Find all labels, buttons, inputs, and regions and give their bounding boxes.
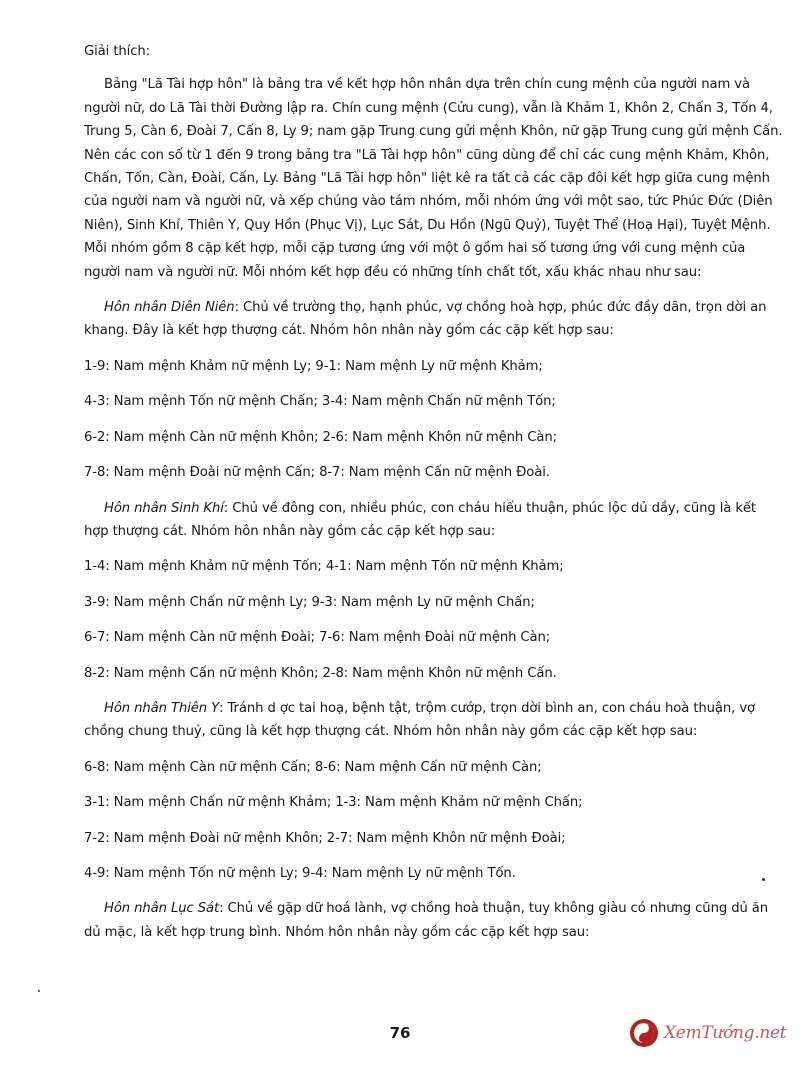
pair-line: 6-8: Nam mệnh Càn nữ mệnh Cấn; 8-6: Nam mệnh Cấn nữ mệnh Càn; <box>84 759 542 775</box>
section-desc: : Chủ về đông con, nhiều phúc, con cháu hiếu thuận, phúc lộc dủ dầy, cũng là kết hợp thượng cát. Nhóm hôn nhân này gồm các cặp kết hợp sau: <box>84 500 757 539</box>
section-desc: : Chủ về trường thọ, hạnh phúc, vợ chồng hoà hợp, phúc đức đầy dãn, trọn dời an khang. Đây là kết hợp thượng cát. Nhóm hôn nhân này gồm các cặp kết hợp sau: <box>84 300 767 339</box>
scan-speck <box>762 878 765 881</box>
pair-line: 3-9: Nam mệnh Chấn nữ mệnh Ly; 9-3: Nam mệnh Ly nữ mệnh Chấn; <box>84 594 535 610</box>
pair-line: 6-7: Nam mệnh Càn nữ mệnh Đoài; 7-6: Nam mệnh Đoài nữ mệnh Càn; <box>84 630 551 646</box>
pair-line: 8-2: Nam mệnh Cấn nữ mệnh Khôn; 2-8: Nam mệnh Khôn nữ mệnh Cấn. <box>84 665 557 681</box>
watermark-text: XemTướng.net <box>664 1023 787 1043</box>
section-desc: : Chủ về gặp dữ hoá lành, vợ chồng hoà thuận, tuy không giàu có nhưng cũng dủ ăn dủ mặc, là kết hợp trung bình. Nhóm hôn nhân này gồm các cặp kết hợp sau: <box>84 901 769 940</box>
pair-line: 1-4: Nam mệnh Khảm nữ mệnh Tốn; 4-1: Nam mệnh Tốn nữ mệnh Khảm; <box>84 559 564 575</box>
section-paragraph <box>84 897 784 944</box>
watermark-logo <box>630 1013 795 1053</box>
heading: Giải thích: <box>84 44 150 59</box>
scan-speck <box>38 990 40 992</box>
pair-line: 6-2: Nam mệnh Càn nữ mệnh Khôn; 2-6: Nam mệnh Khôn nữ mệnh Càn; <box>84 429 557 445</box>
pair-line: 7-2: Nam mệnh Đoài nữ mệnh Khôn; 2-7: Nam mệnh Khôn nữ mệnh Đoài; <box>84 830 566 846</box>
section-title: Hôn nhân Diên Niên <box>104 300 235 316</box>
section-paragraph <box>84 697 784 744</box>
section-paragraph <box>84 296 784 343</box>
section-paragraph <box>84 497 784 544</box>
pair-line: 4-3: Nam mệnh Tốn nữ mệnh Chấn; 3-4: Nam mệnh Chấn nữ mệnh Tốn; <box>84 394 556 410</box>
pair-line: 7-8: Nam mệnh Đoài nữ mệnh Cấn; 8-7: Nam mệnh Cấn nữ mệnh Đoài. <box>84 465 550 481</box>
section-title: Hôn nhân Lục Sát <box>104 901 220 917</box>
intro-paragraph: Bảng "Lã Tài hợp hôn" là bảng tra về kết hợp hôn nhân dựa trên chín cung mệnh của người nam và người nữ, do Lã Tài thời Đường lập ra. Chín cung mệnh (Cửu cung), vẫn là Khảm 1, Khôn 2, Chấn 3, Tốn 4, Trung 5, Càn 6, Đoài 7, Cấn 8, Ly 9; nam gặp Trung cung gửi mệnh Khôn, nữ gặp Trung cung gửi mệnh Cấn. Nên các con số từ 1 đến 9 trong bảng tra "Lã Tài hợp hôn" cũng dùng để chỉ các cung mệnh Khảm, Khôn, Chấn, Tốn, Càn, Đoài, Cấn, Ly. Bảng "Lã Tài hợp hôn" liệt kê ra tất cả các cặp đôi kết hợp giữa cung mệnh của người nam và người nữ, và xếp chúng vào tám nhóm, mỗi nhóm ứng với một sao, tức Phúc Đức (Diên Niên), Sinh Khí, Thiên Y, Quy Hồn (Phục Vị), Lục Sát, Du Hồn (Ngũ Quỷ), Tuyệt Thể (Hoạ Hại), Tuyệt Mệnh. Mỗi nhóm gồm 8 cặp kết hợp, mỗi cặp tương ứng với một ô gồm hai số tương ứng với cung mệnh của người nam và người nữ. Mỗi nhóm kết hợp đều có những tính chất tốt, xấu khác nhau như sau: <box>84 77 783 280</box>
section-title: Hôn nhân Thiên Y <box>104 700 220 716</box>
pair-line: 1-9: Nam mệnh Khảm nữ mệnh Ly; 9-1: Nam mệnh Ly nữ mệnh Khảm; <box>84 358 543 374</box>
section-title: Hôn nhân Sinh Khí <box>104 500 224 516</box>
page-number: 76 <box>389 1024 411 1042</box>
pair-line: 3-1: Nam mệnh Chấn nữ mệnh Khảm; 1-3: Nam mệnh Khảm nữ mệnh Chấn; <box>84 795 583 811</box>
section-desc: : Tránh d ợc tai hoạ, bệnh tật, trộm cướp, trọn dời bình an, con cháu hoà thuận, vợ chồng chung thuỷ, cũng là kết hợp thượng cát. Nhóm hôn nhân này gồm các cặp kết hợp sau: <box>84 700 756 740</box>
body-text <box>84 40 784 944</box>
pair-line: 4-9: Nam mệnh Tốn nữ mệnh Ly; 9-4: Nam mệnh Ly nữ mệnh Tốn. <box>84 865 516 881</box>
yin-yang-icon <box>630 1019 658 1047</box>
